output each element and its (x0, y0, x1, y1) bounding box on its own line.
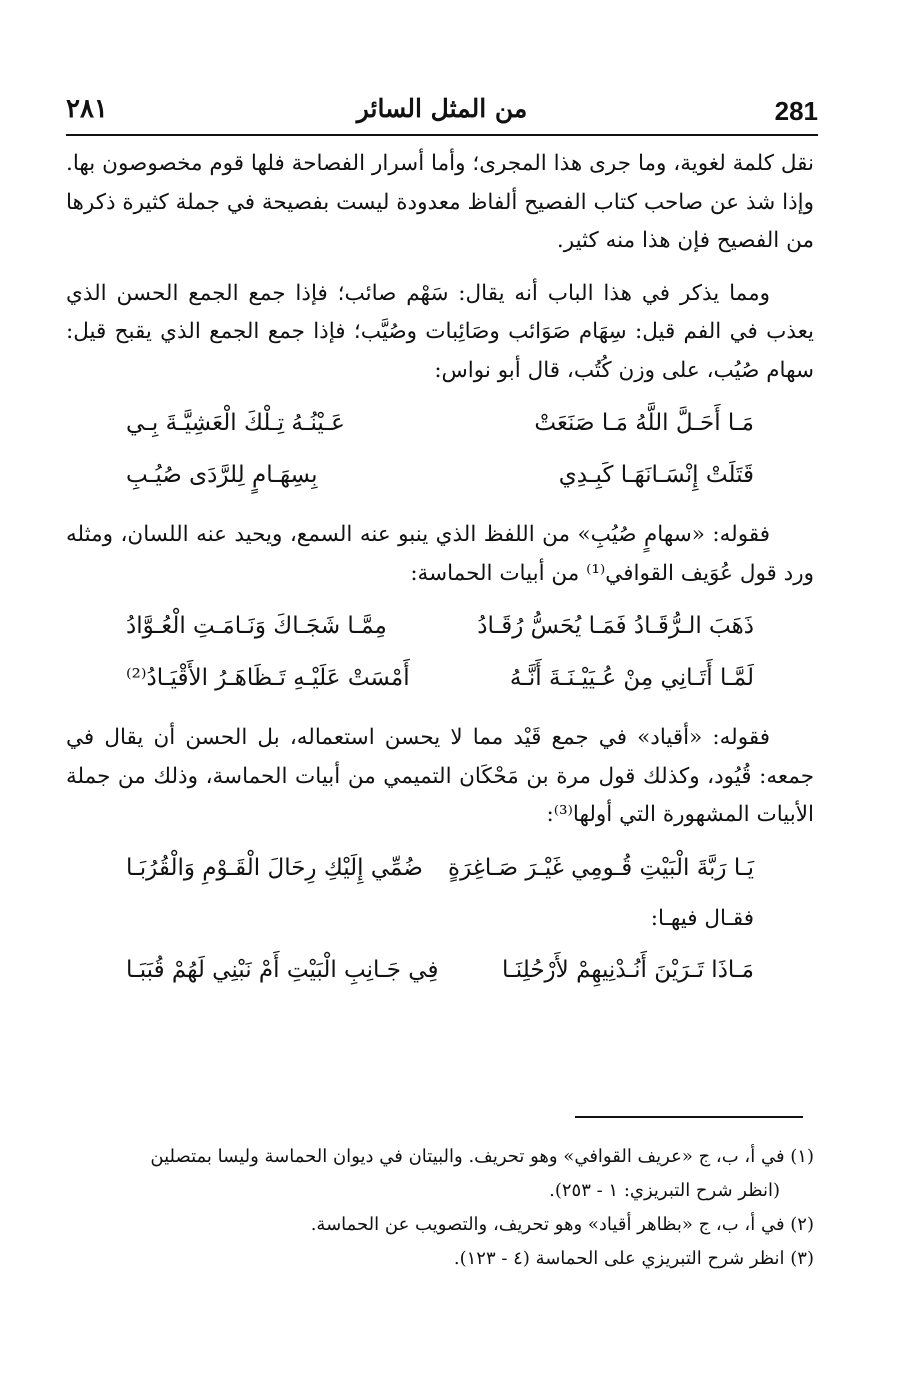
verse-hemistich-second: أَمْسَتْ عَلَيْـهِ تَـظَاهَـرُ الأَقْيَـادُ⁽²⁾ (126, 665, 410, 691)
verse-line (66, 845, 814, 891)
verse-hemistich-second: بِسِهَـامٍ لِلرَّدَى صُيُـبِ (126, 462, 318, 488)
verse-hemistich-first: يَـا رَبَّةَ الْبَيْتِ قُـومِي غَيْـرَ صَـاغِرَةٍ (448, 854, 754, 881)
verse-hemistich-second: ضُمِّي إِلَيْكِ رِحَالَ الْقَـوْمِ وَالْقُرُبَـا (126, 854, 423, 881)
verse-block-murra (66, 845, 814, 993)
footnote-1: (١) في أ، ب، ج «عريف القوافي» وهو تحريف. والبيتان في ديوان الحماسة وليسا بمتصلين (150, 1146, 814, 1167)
verse-line (66, 947, 814, 993)
verse-hemistich-first: مَـاذَا تَـرَيْنَ أَنُـدْنِيهِمْ لأَرْحُلِنَـا (502, 956, 754, 983)
footnote-1-continuation: (انظر شرح التبريزي: ١ - ٢٥٣). (549, 1180, 780, 1201)
verse-line (66, 452, 814, 498)
footnotes (66, 1140, 814, 1276)
transition-text: فقـال فيهـا: (650, 905, 754, 931)
page-number-arabic: ٢٨١ (66, 94, 108, 124)
verse-line (66, 655, 814, 701)
verse-hemistich-first: مَـا أَحَـلَّ اللَّهُ مَـا صَنَعَتْ (534, 410, 754, 436)
running-header (66, 92, 818, 136)
paragraph-3: فقوله: «سهامٍ صُيُبِ» من اللفظ الذي ينبو عنه السمع، ويحيد عنه اللسان، ومثله ورد قول عُوَيف القوافي⁽¹⁾ من أبيات الحماسة: (66, 522, 814, 586)
paragraph-4: فقوله: «أقياد» في جمع قَيْد مما لا يحسن استعماله، بل الحسن أن يقال في جمعه: قُيُود، وكذلك قول مرة بن مَحْكَان التميمي من أبيات الحماسة، وذلك من جملة الأبيات المشهورة التي أولها⁽³⁾: (66, 725, 814, 827)
verse-line (66, 603, 814, 649)
paragraph-1: نقل كلمة لغوية، وما جرى هذا المجرى؛ وأما أسرار الفصاحة فلها قوم مخصوصون بها. وإذا شذ عن صاحب كتاب الفصيح ألفاظ معدودة ليست بفصيحة في جملة كثيرة ذكرها من الفصيح فإن هذا منه كثير. (66, 151, 814, 253)
footnote-2: (٢) في أ، ب، ج «بظاهر أقياد» وهو تحريف، والتصويب عن الحماسة. (310, 1214, 814, 1235)
verse-hemistich-first: ذَهَبَ الـرُّقَـادُ فَمَـا يُحَسُّ رُقَـادُ (477, 613, 754, 639)
verse-line (66, 400, 814, 446)
page-number-latin: 281 (774, 96, 818, 126)
running-title: من المثل السائر (356, 94, 528, 123)
verse-hemistich-first: قَتَلَتْ إِنْسَـانَهَـا كَبِـدِي (558, 462, 754, 488)
verse-hemistich-second: مِمَّـا شَجَـاكَ وَنَـامَـتِ الْعُـوَّادُ (126, 613, 387, 639)
main-text (66, 145, 814, 1011)
verse-hemistich-second: فِي جَـانِبِ الْبَيْتِ أَمْ نَبْنِي لَهُمْ قُبَبَـا (126, 956, 439, 983)
verse-hemistich-second: عَـيْنُـهُ تِـلْكَ الْعَشِيَّـةَ بِـي (126, 410, 345, 436)
verse-block-abu-nuwas (66, 400, 814, 498)
footnote-3: (٣) انظر شرح التبريزي على الحماسة (٤ - ١٢٣). (453, 1248, 814, 1269)
paragraph-2: ومما يذكر في هذا الباب أنه يقال: سَهْم صائب؛ فإذا جمع الجمع الحسن الذي يعذب في الفم قيل: سِهَام صَوَائب وصَائِبات وصُيَّب؛ فإذا جمع الجمع الذي يقبح قيل: سهام صُيُب، على وزن كُتُب، قال أبو نواس: (66, 280, 814, 383)
verse-block-uwayf (66, 603, 814, 701)
footnote-separator (575, 1116, 803, 1118)
verse-hemistich-first: لَمَّـا أَتَـانِي مِنْ عُـيَيْـنَـةَ أَنَّـهُ (509, 665, 754, 691)
